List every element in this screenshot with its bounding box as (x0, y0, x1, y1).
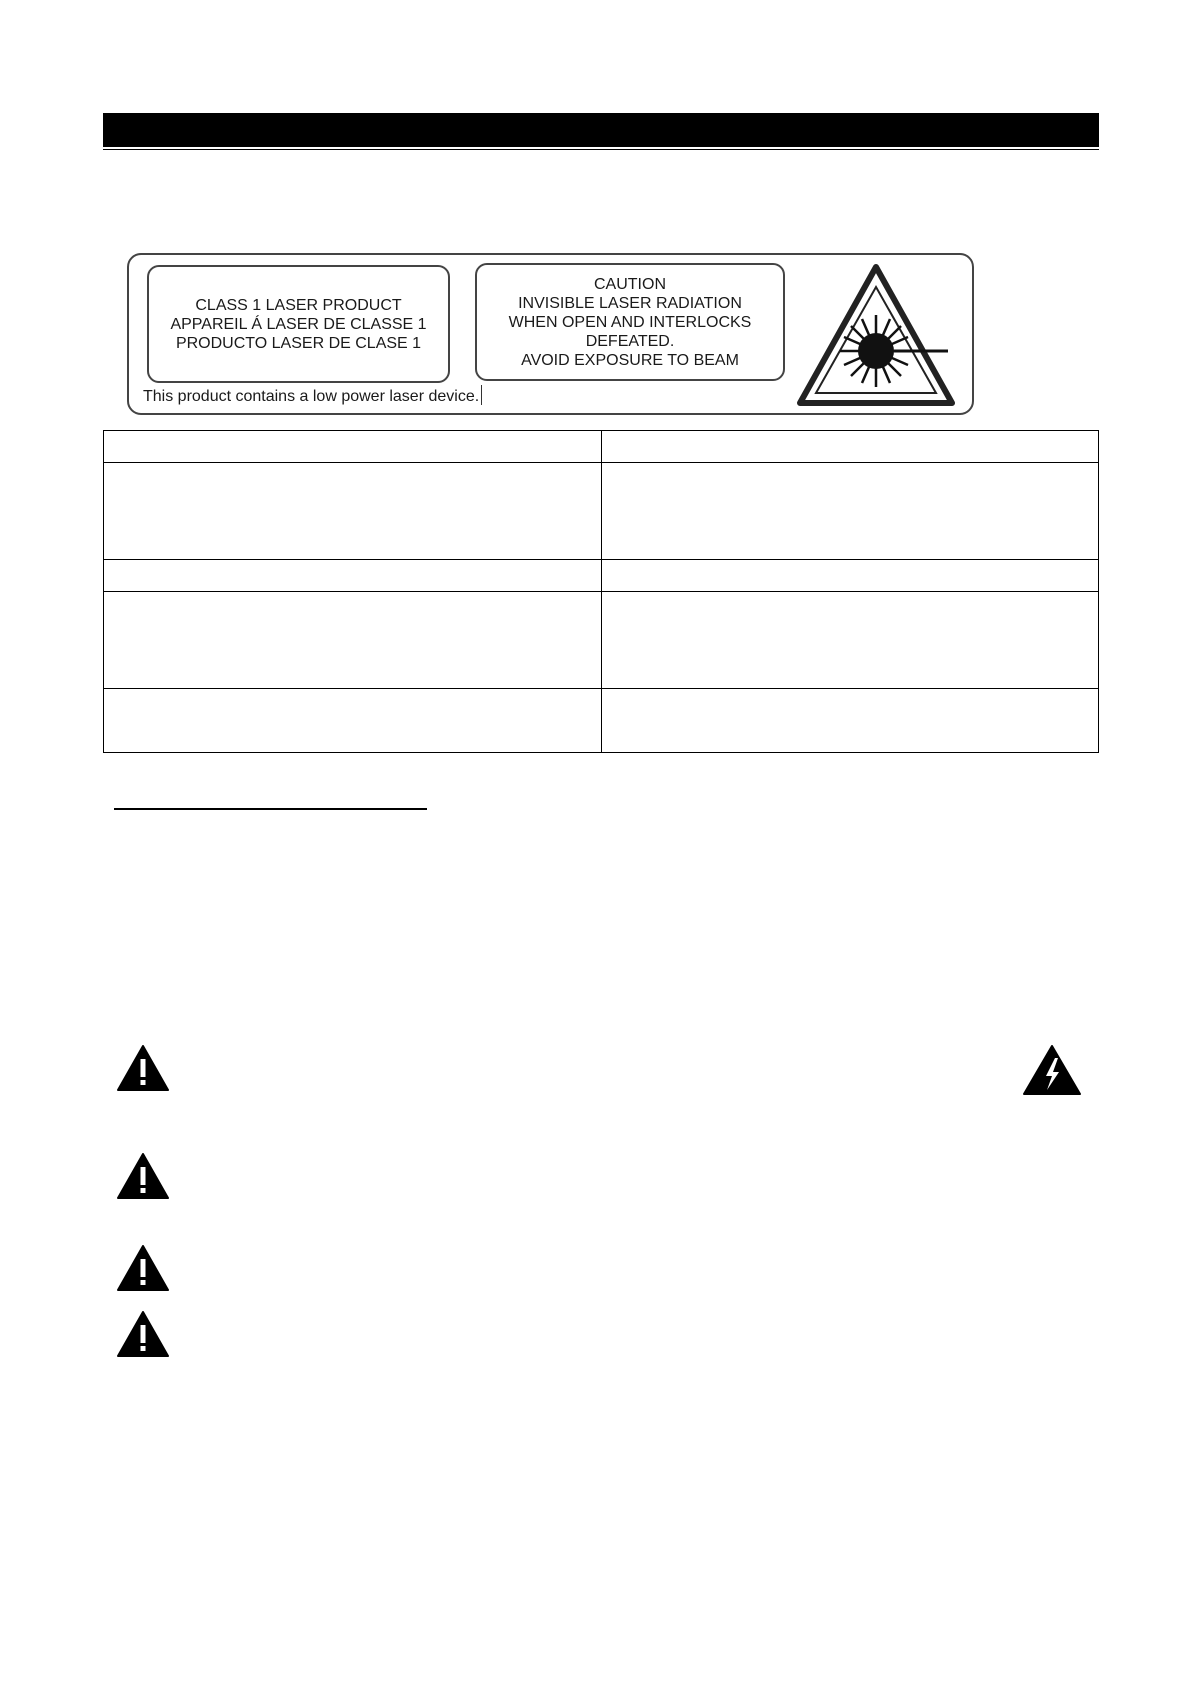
exclamation-triangle-icon (116, 1152, 170, 1200)
laser-class-line: PRODUCTO LASER DE CLASE 1 (175, 334, 422, 352)
section-heading-underline (114, 808, 427, 810)
laser-class-line: CLASS 1 LASER PRODUCT (195, 296, 402, 314)
table-row (104, 463, 1099, 560)
table-cell (104, 592, 602, 689)
caution-line: CAUTION (594, 275, 666, 293)
caution-line: DEFEATED. (585, 332, 675, 350)
table-cell (601, 463, 1099, 560)
lightning-bolt-triangle-icon (1022, 1044, 1082, 1096)
caution-line: WHEN OPEN AND INTERLOCKS (508, 313, 752, 331)
table-cell (601, 431, 1099, 463)
laser-hazard-icon (796, 263, 956, 407)
table-row (104, 592, 1099, 689)
table-row (104, 431, 1099, 463)
table-cell (104, 463, 602, 560)
laser-class-line: APPAREIL Á LASER DE CLASSE 1 (170, 315, 427, 333)
exclamation-triangle-icon (116, 1044, 170, 1092)
exclamation-triangle-icon (116, 1244, 170, 1292)
table-cell (601, 560, 1099, 592)
spec-table (103, 430, 1099, 753)
caution-line: AVOID EXPOSURE TO BEAM (521, 351, 739, 369)
laser-warning-label (127, 253, 974, 415)
exclamation-triangle-icon (116, 1310, 170, 1358)
table-row (104, 560, 1099, 592)
table-cell (104, 431, 602, 463)
table-cell (601, 592, 1099, 689)
caution-line: INVISIBLE LASER RADIATION (518, 294, 742, 312)
laser-caution-box (475, 263, 785, 381)
laser-note: This product contains a low power laser device. (143, 385, 482, 406)
laser-class-box (147, 265, 450, 383)
table-cell (104, 689, 602, 753)
table-cell (601, 689, 1099, 753)
table-row (104, 689, 1099, 753)
table-cell (104, 560, 602, 592)
header-bar (103, 113, 1099, 147)
